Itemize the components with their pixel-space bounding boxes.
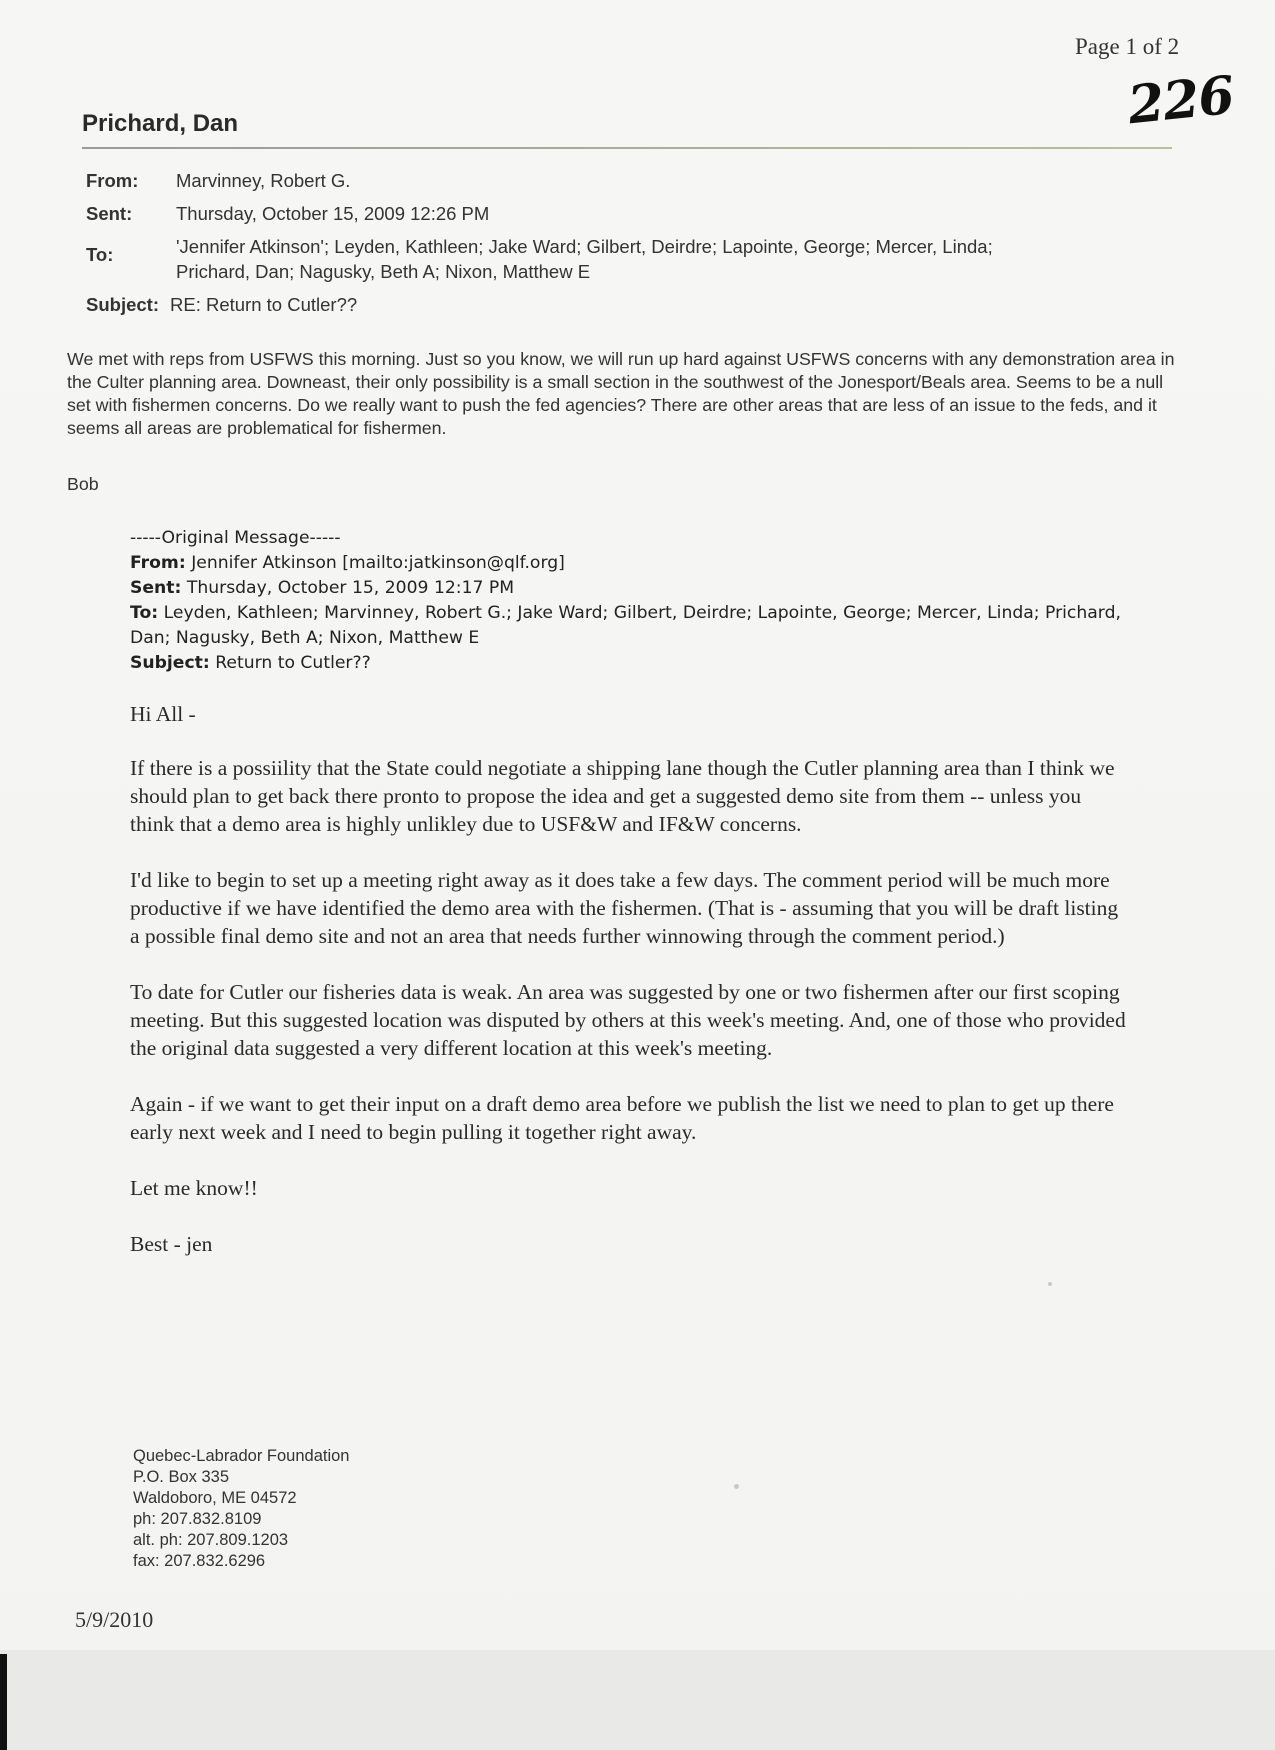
email-header — [86, 168, 1186, 325]
letter-paragraph: Let me know!! — [130, 1176, 258, 1200]
original-message-header — [130, 526, 1140, 676]
from-row — [86, 168, 1186, 193]
to-value — [176, 234, 1186, 284]
header-rule — [82, 147, 1172, 149]
original-sent-row — [130, 576, 1140, 601]
original-to-value: Leyden, Kathleen; Marvinney, Robert G.; Jake Ward; Gilbert, Deirdre; Lapointe, George; Mercer, Linda; Prichard, Dan; Nagusky, Beth A; Nixon, Matthew E — [130, 603, 1121, 648]
sent-label: Sent: — [86, 203, 133, 224]
original-subject-row — [130, 651, 1140, 676]
signature-phone: ph: 207.832.8109 — [133, 1510, 262, 1528]
subject-value: RE: Return to Cutler?? — [170, 294, 358, 315]
email-body: We met with reps from USFWS this morning. Just so you know, we will run up hard against USFWS concerns with any demonstration area in the Culter planning area. Downeast, their only possibility is a small section in the southwest of the Jonesport/Beals area. Seems to be a null set with fishermen concerns. Do we really want to push the fed agencies? There are other areas that are less of an issue to the feds, and it seems all areas are problematical for fishermen. — [67, 349, 1175, 438]
signature-po-box: P.O. Box 335 — [133, 1468, 230, 1486]
from-value: Marvinney, Robert G. — [176, 170, 351, 191]
original-from-value: Jennifer Atkinson [mailto:jatkinson@qlf.org] — [191, 553, 565, 573]
letter-paragraph: Again - if we want to get their input on a draft demo area before we publish the list we need to plan to get up there early next week and I need to begin pulling it together right away. — [130, 1092, 1114, 1144]
print-date: 5/9/2010 — [75, 1607, 154, 1632]
letter-paragraph: Best - jen — [130, 1232, 213, 1256]
original-to-label: To: — [130, 603, 159, 623]
original-message-body — [130, 700, 1130, 1286]
subject-label: Subject: — [86, 294, 159, 315]
letter-paragraph: I'd like to begin to set up a meeting right away as it does take a few days. The comment period will be much more productive if we have identified the demo area with the fishermen. (That is - assuming that you will be draft listing a possible final demo site and not an area that needs further winnowing through the comment period.) — [130, 868, 1119, 948]
sent-row — [86, 201, 1186, 226]
email-signoff: Bob — [67, 474, 99, 494]
letter-paragraph: If there is a possiility that the State could negotiate a shipping lane though the Cutler planning area than I think we should plan to get back there pronto to propose the idea and get a suggested demo site from them -- unless you think that a demo area is highly unlikley due to USF&W and IF&W concerns. — [130, 756, 1115, 836]
signature-block — [133, 1446, 349, 1572]
original-subject-value: Return to Cutler?? — [215, 653, 371, 673]
scan-edge-mark — [0, 1654, 7, 1750]
mailbox-owner: Prichard, Dan — [82, 110, 239, 137]
from-label: From: — [86, 170, 139, 191]
to-row — [86, 234, 1186, 284]
sent-value: Thursday, October 15, 2009 12:26 PM — [176, 203, 490, 224]
original-from-row — [130, 551, 1140, 576]
subject-row — [86, 292, 1186, 317]
signature-alt-phone: alt. ph: 207.809.1203 — [133, 1531, 289, 1549]
letter-paragraph: To date for Cutler our fisheries data is weak. An area was suggested by one or two fishermen after our first scoping meeting. But this suggested location was disputed by others at this week's meeting. And, one of those who provided the original data suggested a very different location at this week's meeting. — [130, 980, 1126, 1060]
original-sent-value: Thursday, October 15, 2009 12:17 PM — [186, 578, 515, 598]
scan-speck — [734, 1484, 739, 1489]
original-from-label: From: — [130, 553, 186, 573]
to-label: To: — [86, 244, 114, 265]
scan-edge — [0, 1650, 1275, 1750]
original-subject-label: Subject: — [130, 653, 210, 673]
to-value-line1: 'Jennifer Atkinson'; Leyden, Kathleen; Jake Ward; Gilbert, Deirdre; Lapointe, George; Mercer, Linda; — [176, 236, 993, 257]
scan-speck — [1048, 1282, 1052, 1286]
handwritten-page-number: 226 — [1125, 64, 1237, 137]
original-message-divider: -----Original Message----- — [130, 528, 341, 548]
to-value-line2: Prichard, Dan; Nagusky, Beth A; Nixon, Matthew E — [176, 261, 591, 282]
signature-city: Waldoboro, ME 04572 — [133, 1489, 297, 1507]
original-sent-label: Sent: — [130, 578, 182, 598]
original-to-row — [130, 601, 1140, 651]
signature-fax: fax: 207.832.6296 — [133, 1552, 266, 1570]
signature-org: Quebec-Labrador Foundation — [133, 1447, 350, 1465]
page-number: Page 1 of 2 — [1075, 34, 1180, 59]
letter-greeting: Hi All - — [130, 702, 196, 726]
